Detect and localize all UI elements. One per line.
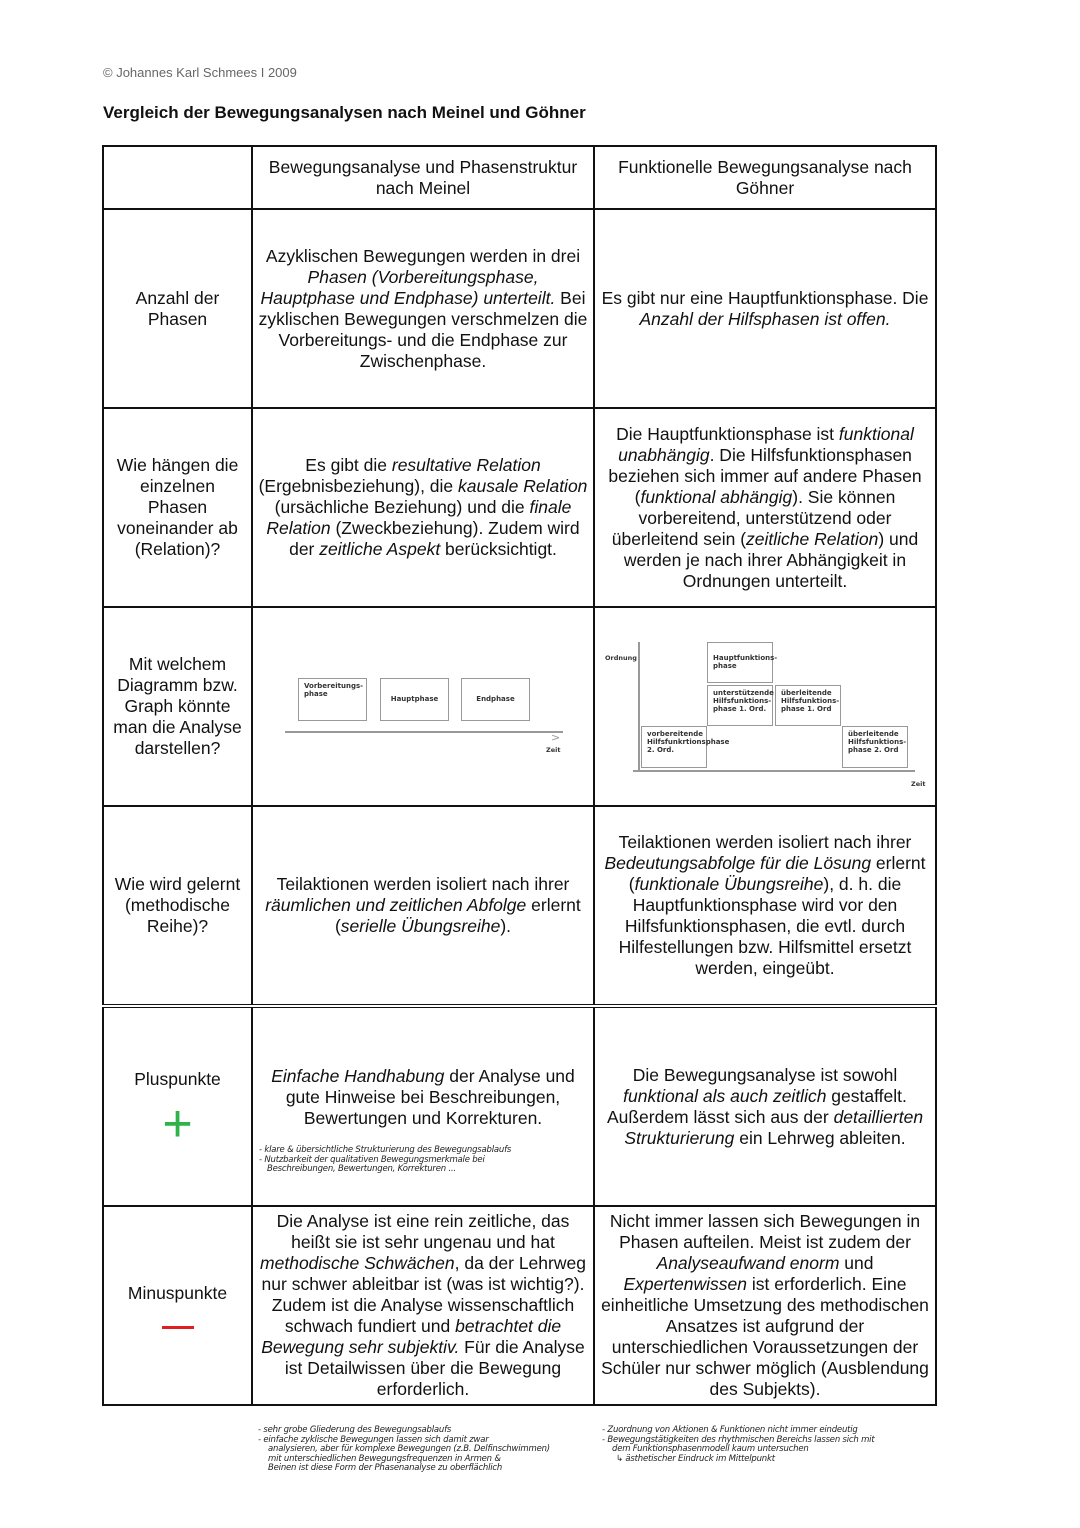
cell-goehner xyxy=(594,806,936,1006)
cell-meinel xyxy=(252,1006,594,1206)
text: (Ergebnisbeziehung), die xyxy=(258,476,459,496)
diagram-box: Hauptphase xyxy=(380,678,449,721)
emphasized-text: finale Relation xyxy=(266,497,572,538)
text: ), d. h. die Hauptfunktionsphase wird vor den Hilfsfunktionsphasen, die evtl. durch Hilfestellungen bzw. Hilfsmittel ersetzt werden, eingeübt. xyxy=(618,874,912,978)
axis-label: Zeit xyxy=(911,780,926,788)
handwritten-note: - klare & übersichtliche Strukturierung des Bewegungsablaufs - Nutzbarkeit der qualitativen Bewegungsmerkmale bei Beschreibungen, Bewertungen, Korrekturen ... xyxy=(259,1145,512,1174)
diagram-box: Vorbereitungs-phase xyxy=(298,678,367,721)
text: Bei zyklischen Bewegungen verschmelzen die Vorbereitungs- und die Endphase zur Zwischenphase. xyxy=(258,287,588,371)
cell-meinel xyxy=(252,1206,594,1405)
cell-meinel xyxy=(252,209,594,408)
text: ) und werden je nach ihrer Abhängigkeit in Ordnungen unterteilt. xyxy=(623,528,919,591)
cell-meinel xyxy=(252,806,594,1006)
emphasized-text: Anzahl der Hilfsphasen ist offen. xyxy=(639,308,891,329)
text: (ursächliche Beziehung) und die xyxy=(274,497,530,517)
row-label: Minuspunkte xyxy=(127,1282,228,1303)
text: ). Sie können vorbereitend, unterstützend oder überleitend sein ( xyxy=(611,486,896,549)
text: ein Lehrweg ableiten. xyxy=(734,1127,906,1148)
emphasized-text: methodische Schwächen xyxy=(260,1253,455,1273)
emphasized-text: Analyseaufwand enorm xyxy=(656,1253,840,1273)
text: erlernt ( xyxy=(334,895,581,936)
meinel-phase-diagram: Vorbereitungs-phase Hauptphase Endphase > Zeit xyxy=(253,608,593,805)
text: Nicht immer lassen sich Bewegungen in Phasen aufteilen. Meist ist zudem der xyxy=(609,1211,921,1252)
emphasized-text: zeitliche Aspekt xyxy=(319,539,441,559)
text: , da der Lehrweg nur schwer ableitbar ist (was ist wichtig?). Zudem ist die Analyse wissenschaftlich schwach fundiert und xyxy=(261,1253,586,1336)
header-empty xyxy=(103,146,252,209)
text: und xyxy=(839,1253,874,1273)
text: Die Hauptfunktionsphase ist xyxy=(616,423,839,444)
row-label: Mit welchem Diagramm bzw. Graph könnte man die Analyse darstellen? xyxy=(103,607,252,806)
header-goehner: Funktionelle Bewegungsanalyse nach Göhner xyxy=(594,146,936,209)
diagram-box: Endphase xyxy=(461,678,530,721)
comparison-table xyxy=(102,145,937,1406)
row-label: Anzahl der Phasen xyxy=(103,209,252,408)
text: Azyklischen Bewegungen werden in drei xyxy=(265,245,581,266)
emphasized-text: Phasen (Vorbereitungsphase, Hauptphase und Endphase) unterteilt. xyxy=(260,266,556,308)
diagram-box: überleitende Hilfsfunktions-phase 2. Ord xyxy=(842,726,908,768)
cell-goehner xyxy=(594,1006,936,1206)
text: Es gibt nur eine Hauptfunktionsphase. Die xyxy=(601,287,929,308)
minus-icon xyxy=(162,1326,194,1329)
text: Für die Analyse ist Detailwissen über die Bewegung erforderlich. xyxy=(284,1337,585,1399)
axis-label: Zeit xyxy=(546,746,561,754)
text: (Zweckbeziehung). Zudem wird der xyxy=(289,518,580,559)
emphasized-text: kausale Relation xyxy=(458,476,588,496)
cell-text xyxy=(258,1066,588,1129)
time-axis xyxy=(285,731,563,733)
order-axis xyxy=(638,642,640,772)
plus-icon: + xyxy=(162,1095,193,1153)
emphasized-text: serielle Übungsreihe xyxy=(340,916,501,936)
text: Teilaktionen werden isoliert nach ihrer xyxy=(618,832,912,852)
emphasized-text: funktionale Übungsreihe xyxy=(634,874,824,894)
handwritten-note-meinel: - sehr grobe Gliederung des Bewegungsablaufs - einfache zyklische Bewegungen lassen sich damit zwar analysieren, aber für komplexe Bewegungen (z.B. Delfinschwimmen) mit unterschiedlichen Bewegungsfrequenzen in Armen & Beinen ist diese Form der Phasenanalyse zu oberflächlich xyxy=(258,1425,550,1473)
emphasized-text: detaillierten Strukturierung xyxy=(624,1106,924,1148)
emphasized-text: räumlichen und zeitlichen Abfolge xyxy=(265,895,527,915)
text: . Die Hilfsfunktionsphasen beziehen sich immer auf andere Phasen ( xyxy=(608,444,922,507)
emphasized-text: funktional als auch zeitlich xyxy=(623,1085,827,1106)
time-axis xyxy=(633,770,915,772)
goehner-phase-diagram xyxy=(595,608,935,805)
text: erlernt ( xyxy=(628,853,926,894)
row-label-minus xyxy=(103,1206,252,1405)
emphasized-text: betrachtet die Bewegung sehr subjektiv. xyxy=(261,1316,562,1357)
diagram-box: überleitende Hilfsfunktions-phase 1. Ord xyxy=(775,685,841,726)
text: Teilaktionen werden isoliert nach ihrer xyxy=(276,874,570,894)
cell-goehner-diagram xyxy=(594,607,936,806)
emphasized-text: resultative Relation xyxy=(391,455,541,475)
row-label-plus xyxy=(103,1006,252,1206)
document-title: Vergleich der Bewegungsanalysen nach Meinel und Göhner xyxy=(103,103,586,122)
axis-label: Ordnung xyxy=(605,654,637,662)
emphasized-text: funktional unabhängig xyxy=(618,423,914,465)
cell-goehner xyxy=(594,209,936,408)
text: berücksichtigt. xyxy=(440,539,557,559)
emphasized-text: Expertenwissen xyxy=(623,1274,748,1294)
cell-meinel-diagram xyxy=(252,607,594,806)
cell-goehner xyxy=(594,408,936,607)
text: ist erforderlich. Eine einheitliche Umsetzung des methodischen Ansatzes ist aufgrund der unterschiedlichen Voraussetzungen der Schüler nur schwer möglich (Ausblendung des Subjekts). xyxy=(601,1274,929,1399)
diagram-box: Hauptfunktions-phase xyxy=(707,642,773,683)
copyright: © Johannes Karl Schmees I 2009 xyxy=(103,65,297,80)
diagram-box: unterstützende Hilfsfunktions-phase 1. Ord. xyxy=(707,685,773,726)
row-label: Pluspunkte xyxy=(134,1069,221,1089)
text: Die Analyse ist eine rein zeitliche, das heißt sie ist sehr ungenau und hat xyxy=(276,1211,570,1252)
emphasized-text: Bedeutungsabfolge für die Lösung xyxy=(604,853,872,873)
text: der Analyse und gute Hinweise bei Beschreibungen, Bewertungen und Korrekturen. xyxy=(285,1066,575,1128)
handwritten-note-goehner: - Zuordnung von Aktionen & Funktionen nicht immer eindeutig - Bewegungstätigkeiten des rhythmischen Bereichs lassen sich mit dem Funktionsphasenmodell kaum untersuchen ↳ ästhetischer Eindruck im Mittelpunkt xyxy=(602,1425,875,1464)
text: Die Bewegungsanalyse ist sowohl xyxy=(632,1064,898,1085)
text: gestaffelt. Außerdem lässt sich aus der xyxy=(606,1085,907,1127)
text: Es gibt die xyxy=(305,455,392,475)
row-label: Wie hängen die einzelnen Phasen voneinander ab (Relation)? xyxy=(103,408,252,607)
cell-meinel xyxy=(252,408,594,607)
emphasized-text: zeitliche Relation xyxy=(746,528,879,549)
emphasized-text: Einfache Handhabung xyxy=(271,1066,445,1086)
diagram-box: vorbereitende Hilfsfunkrtionsphase 2. Ord. xyxy=(641,726,707,768)
header-meinel: Bewegungsanalyse und Phasenstruktur nach Meinel xyxy=(252,146,594,209)
text: ). xyxy=(500,916,512,936)
cell-goehner xyxy=(594,1206,936,1405)
row-label: Wie wird gelernt (methodische Reihe)? xyxy=(103,806,252,1006)
emphasized-text: funktional abhängig xyxy=(640,486,793,507)
